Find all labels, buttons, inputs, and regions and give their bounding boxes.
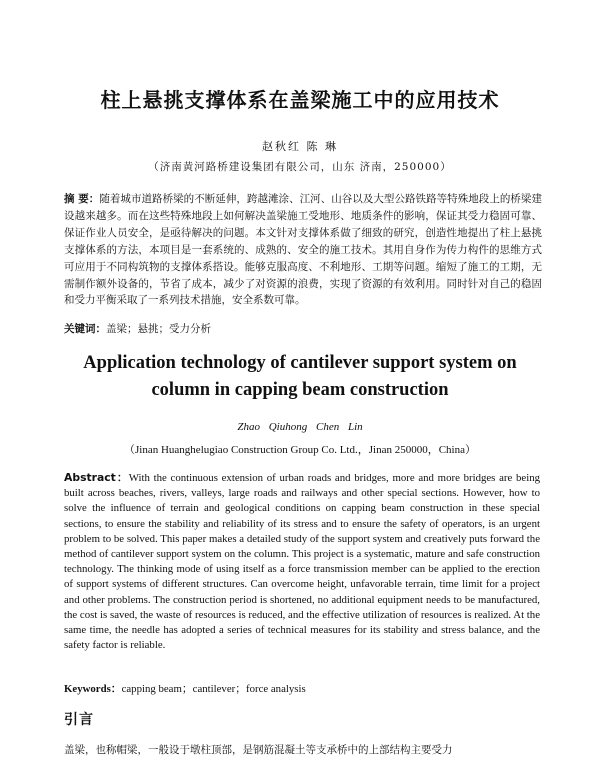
chinese-abstract <box>64 191 542 309</box>
english-keywords-label: Keywords： <box>64 683 122 695</box>
chinese-authors: 赵秋红 陈 琳 <box>262 140 338 153</box>
english-abstract-text: With the continuous extension of urban roads and bridges, more and more bridges are being built across beaches, rivers, valleys, large roads and railways and other special sections. However, how to solve the influence of terrain and geological conditions on capping beam construction in these special sections, to ensure the stability and reliability of its stress and to ensure the safety of operators, is an urgent problem to be solved. This paper makes a detailed study of the support system and creatively puts forward the method of cantilever support system on the column. This project is a systematic, mature and safe construction technology. The thinking mode of using itself as a force transmission member can be applied to the erection of support systems of different structures. Can overcome height, unfavorable terrain, time limit for a project and other problems. The construction period is shortened, no additional equipment needs to be manufactured, the cost is saved, the waste of resources is reduced, and the effective utilization of resources is realized. At the same time, the needle has adopted a series of technical measures for its stability and stress balance, and the safety factor is reliable. <box>64 472 540 652</box>
english-title-line-1: Application technology of cantilever support system on <box>83 353 517 373</box>
english-title <box>0 350 600 404</box>
introduction-paragraph: 盖梁，也称帽梁，一般设于墩柱顶部，是钢筋混凝土等支承桥中的上部结构主要受力 <box>64 744 453 756</box>
english-abstract <box>64 470 540 653</box>
english-abstract-label: Abstract： <box>64 471 129 484</box>
section-heading-introduction: 引言 <box>64 712 94 728</box>
chinese-keywords-text: 盖梁；悬挑；受力分析 <box>106 323 211 335</box>
english-keywords <box>64 681 306 696</box>
english-affiliation: （Jinan Huanghelugiao Construction Group Co. Ltd.，Jinan 250000，China） <box>124 444 476 456</box>
english-authors: Zhao Qiuhong Chen Lin <box>237 421 363 433</box>
english-title-line-2: column in capping beam construction <box>151 380 449 400</box>
chinese-keywords-label: 关键词： <box>64 323 106 335</box>
chinese-affiliation: （济南黄河路桥建设集团有限公司，山东 济南，250000） <box>148 161 452 173</box>
chinese-abstract-label: 摘 要： <box>64 193 100 205</box>
chinese-abstract-text: 随着城市道路桥梁的不断延伸，跨越滩涂、江河、山谷以及大型公路铁路等特殊地段上的桥梁建设越来越多。而在这些特殊地段上如何解决盖梁施工受地形、地质条件的影响，保证其受力稳固可靠、保证作业人员安全，是亟待解决的问题。本文针对支撑体系做了细致的研究，创造性地提出了柱上悬挑支撑体系的方法，本项目是一套系统的、成熟的、安全的施工技术。其用自身作为传力构件的思维方式可应用于不同构筑物的支撑体系搭设。能够克服高度、不利地形、工期等问题。缩短了施工的工期，无需制作额外设备的，节省了成本，减少了对资源的浪费，实现了资源的有效利用。同时针对自己的稳固和受力平衡采取了一系列技术措施，安全系数可靠。 <box>64 193 543 307</box>
chinese-keywords <box>64 321 211 336</box>
chinese-title: 柱上悬挑支撑体系在盖梁施工中的应用技术 <box>100 88 500 112</box>
english-keywords-text: capping beam；cantilever；force analysis <box>121 683 306 695</box>
